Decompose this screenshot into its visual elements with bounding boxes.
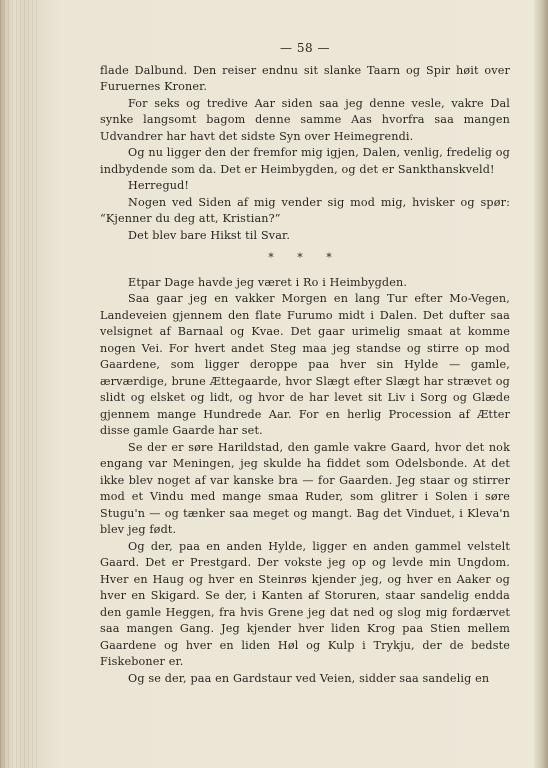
text-block-before [100,63,510,245]
paragraph: Saa gaar jeg en vakker Morgen en lang Tur efter Mo-Vegen, Landeveien gjennem den flate Furumo midt i Dalen. Det dufter saa velsignet af Barnaal og Kvae. Det gaar urimelig smaat at komme nogen Vei. For hvert andet Steg maa jeg standse og stirre op mod Gaardene, som ligger deroppe paa hver sin Hylde — gamle, ærværdige, brune Ættegaarde, hvor Slægt efter Slægt har strævet og slidt og elsket og lidt, og hvor de har levet sit Liv i Sorg og Glæde gjennem mange Hundrede Aar. For en herlig Procession af Ætter disse gamle Gaarde har set. [100,292,510,437]
paragraph: Herregud! [128,179,190,192]
page-number: — 58 — [280,41,330,55]
paragraph: Det blev bare Hikst til Svar. [128,228,291,242]
paragraph: Etpar Dage havde jeg været i Ro i Heimbygden. [128,275,408,289]
paragraph: For seks og tredive Aar siden saa jeg denne vesle, vakre Dal synke langsomt bagom denne samme Aas hvorfra saa mangen Udvandrer har havt det sidste Syn over Heimegrendi. [100,96,510,143]
page-body [100,40,510,687]
paragraph: Se der er søre Harildstad, den gamle vakre Gaard, hvor det nok engang var Meningen, jeg skulde ha fiddet som Odelsbonde. At det ikke blev noget af var kanske bra — for Gaarden. Jeg staar og stirrer mod et Vindu med mange smaa Ruder, som glitrer i Solen i søre Stugu'n — og tænker saa meget og mangt. Bag det Vinduet, i Kleva'n blev jeg født. [100,440,510,536]
page-edge [534,0,548,768]
section-separator: * * * [268,251,342,264]
book-gutter [0,0,40,768]
paragraph: Og der, paa en anden Hylde, ligger en anden gammel velstelt Gaard. Det er Prestgard. Der vokste jeg op og levde min Ungdom. Hver en Haug og hver en Steinrøs kjender jeg, og hver en Aaker og hver en Skigard. Se der, i Kanten af Storuren, staar sandelig endda den gamle Heggen, fra hvis Grene jeg dat ned og slog mig fordærvet saa mangen Gang. Jeg kjender hver liden Krog paa Stien mellem Gaardene og hver en liden Høl og Kulp i Trykju, der de bedste Fiskeboner er. [100,539,510,668]
paragraph: Og nu ligger den der fremfor mig igjen, Dalen, venlig, fredelig og indbydende som da. Det er Heimbygden, og det er Sankthanskveld! [100,146,510,176]
paragraph: Og se der, paa en Gardstaur ved Veien, sidder saa sandelig en [128,671,490,685]
text-block-after [100,275,510,688]
paragraph: flade Dalbund. Den reiser endnu sit slanke Taarn og Spir høit over Furuernes Kroner. [100,63,510,93]
paragraph: Nogen ved Siden af mig vender sig mod mig, hvisker og spør: “Kjenner du deg att, Kristian?” [100,195,510,225]
